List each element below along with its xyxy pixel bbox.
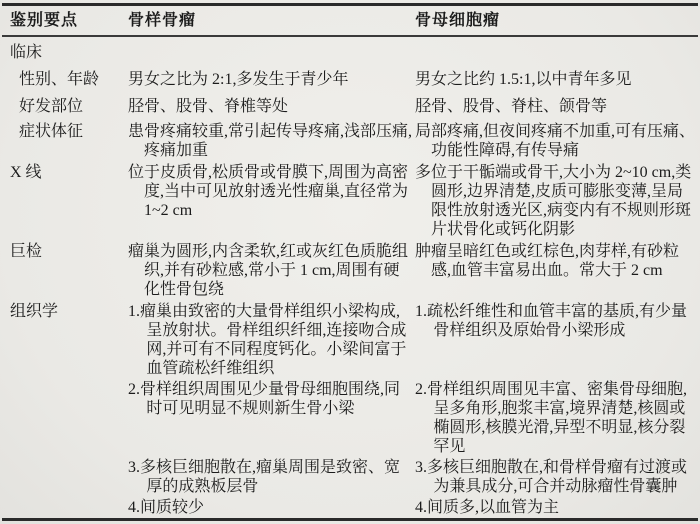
table-row-xray <box>0 163 700 239</box>
table-row-sites <box>0 97 700 116</box>
table-row-gross <box>0 242 700 299</box>
row-label-sites: 好发部位 <box>19 98 84 115</box>
cell-sex-age-osteoid-osteoma: 男女之比为 2:1,多发生于青少年 <box>128 71 349 88</box>
cell-histology-4-osteoblastoma: 4.间质多,以血管为主 <box>415 499 560 516</box>
cell-gross-osteoblastoma: 肿瘤呈暗红色或红棕色,肉芽样,有砂粒感,血管丰富易出血。常大于 2 cm <box>415 243 680 279</box>
table-row-symptoms <box>0 122 700 160</box>
cell-histology-2-osteoid-osteoma: 2.骨样组织周围见少量骨母细胞围绕,同时可见明显不规则新生骨小梁 <box>128 381 401 417</box>
cell-histology-4-osteoid-osteoma: 4.间质较少 <box>128 499 205 516</box>
empty-label <box>10 498 128 517</box>
table-row-histology-item-3 <box>0 458 700 496</box>
row-label-xray: X 线 <box>10 164 42 181</box>
cell-histology-3-osteoblastoma: 3.多核巨细胞散在,和骨样骨瘤有过渡或为兼具成分,可合并动脉瘤性骨囊肿 <box>415 459 688 495</box>
cell-histology-1-osteoblastoma: 1.疏松纤维性和血管丰富的基质,有少量骨样组织及原始骨小梁形成 <box>415 303 688 339</box>
table-bottom-rule <box>2 518 698 521</box>
cell-histology-2-osteoblastoma: 2.骨样组织周围见丰富、密集骨母细胞,呈多角形,胞浆丰富,境界清楚,核圆或椭圆形,核膜光滑,异型不明显,核分裂罕见 <box>415 381 688 455</box>
empty-label <box>10 458 128 496</box>
cell-histology-3-osteoid-osteoma: 3.多核巨细胞散在,瘤巢周围是致密、宽厚的成熟板层骨 <box>128 459 401 495</box>
header-criteria: 鉴别要点 <box>10 12 79 29</box>
cell-symptoms-osteoblastoma: 局部疼痛,但夜间疼痛不加重,可有压痛、功能性障碍,有传导痛 <box>415 123 696 159</box>
cell-sites-osteoblastoma: 胫骨、股骨、脊柱、颌骨等 <box>415 98 608 115</box>
cell-xray-osteoid-osteoma: 位于皮质骨,松质骨或骨膜下,周围为高密度,当中可见放射透光性瘤巢,直径常为 1~2 cm <box>128 164 409 219</box>
empty-cell <box>128 43 415 62</box>
empty-label <box>10 380 128 456</box>
cell-symptoms-osteoid-osteoma: 患骨疼痛较重,常引起传导疼痛,浅部压痛,疼痛加重 <box>128 123 413 159</box>
header-osteoid-osteoma: 骨样骨瘤 <box>128 12 197 29</box>
table-row-histology-item-2 <box>0 380 700 456</box>
table-header-row <box>0 6 700 35</box>
row-label-sex-age: 性别、年龄 <box>19 71 100 88</box>
table-row-sex-age <box>0 70 700 89</box>
table-row-histology-item-1 <box>0 302 700 378</box>
row-label-clinical: 临床 <box>10 44 43 61</box>
empty-cell <box>415 43 700 62</box>
cell-histology-1-osteoid-osteoma: 1.瘤巢由致密的大量骨样组织小梁构成,呈放射状。骨样组织纤细,连接吻合成网,并可有不同程度钙化。小梁间富于血管疏松纤维组织 <box>128 303 407 377</box>
cell-gross-osteoid-osteoma: 瘤巢为圆形,内含柔软,红或灰红色质脆组织,并有砂粒感,常小于 1 cm,周围有硬化性骨包绕 <box>128 243 409 298</box>
cell-xray-osteoblastoma: 多位于干骺端或骨干,大小为 2~10 cm,类圆形,边界清楚,皮质可膨胀变薄,呈局限性放射透光区,病变内有不规则形斑片状骨化或钙化阴影 <box>415 164 692 238</box>
table-row-clinical-section <box>0 43 700 62</box>
table-row-histology-item-4 <box>0 498 700 517</box>
cell-sex-age-osteoblastoma: 男女之比约 1.5:1,以中青年多见 <box>415 71 632 88</box>
row-label-gross: 巨检 <box>10 243 43 260</box>
row-label-symptoms: 症状体征 <box>19 123 84 140</box>
row-label-histology: 组织学 <box>10 303 59 320</box>
cell-sites-osteoid-osteoma: 胫骨、股骨、脊椎等处 <box>128 98 289 115</box>
table-body <box>0 37 700 518</box>
header-osteoblastoma: 骨母细胞瘤 <box>415 12 501 29</box>
